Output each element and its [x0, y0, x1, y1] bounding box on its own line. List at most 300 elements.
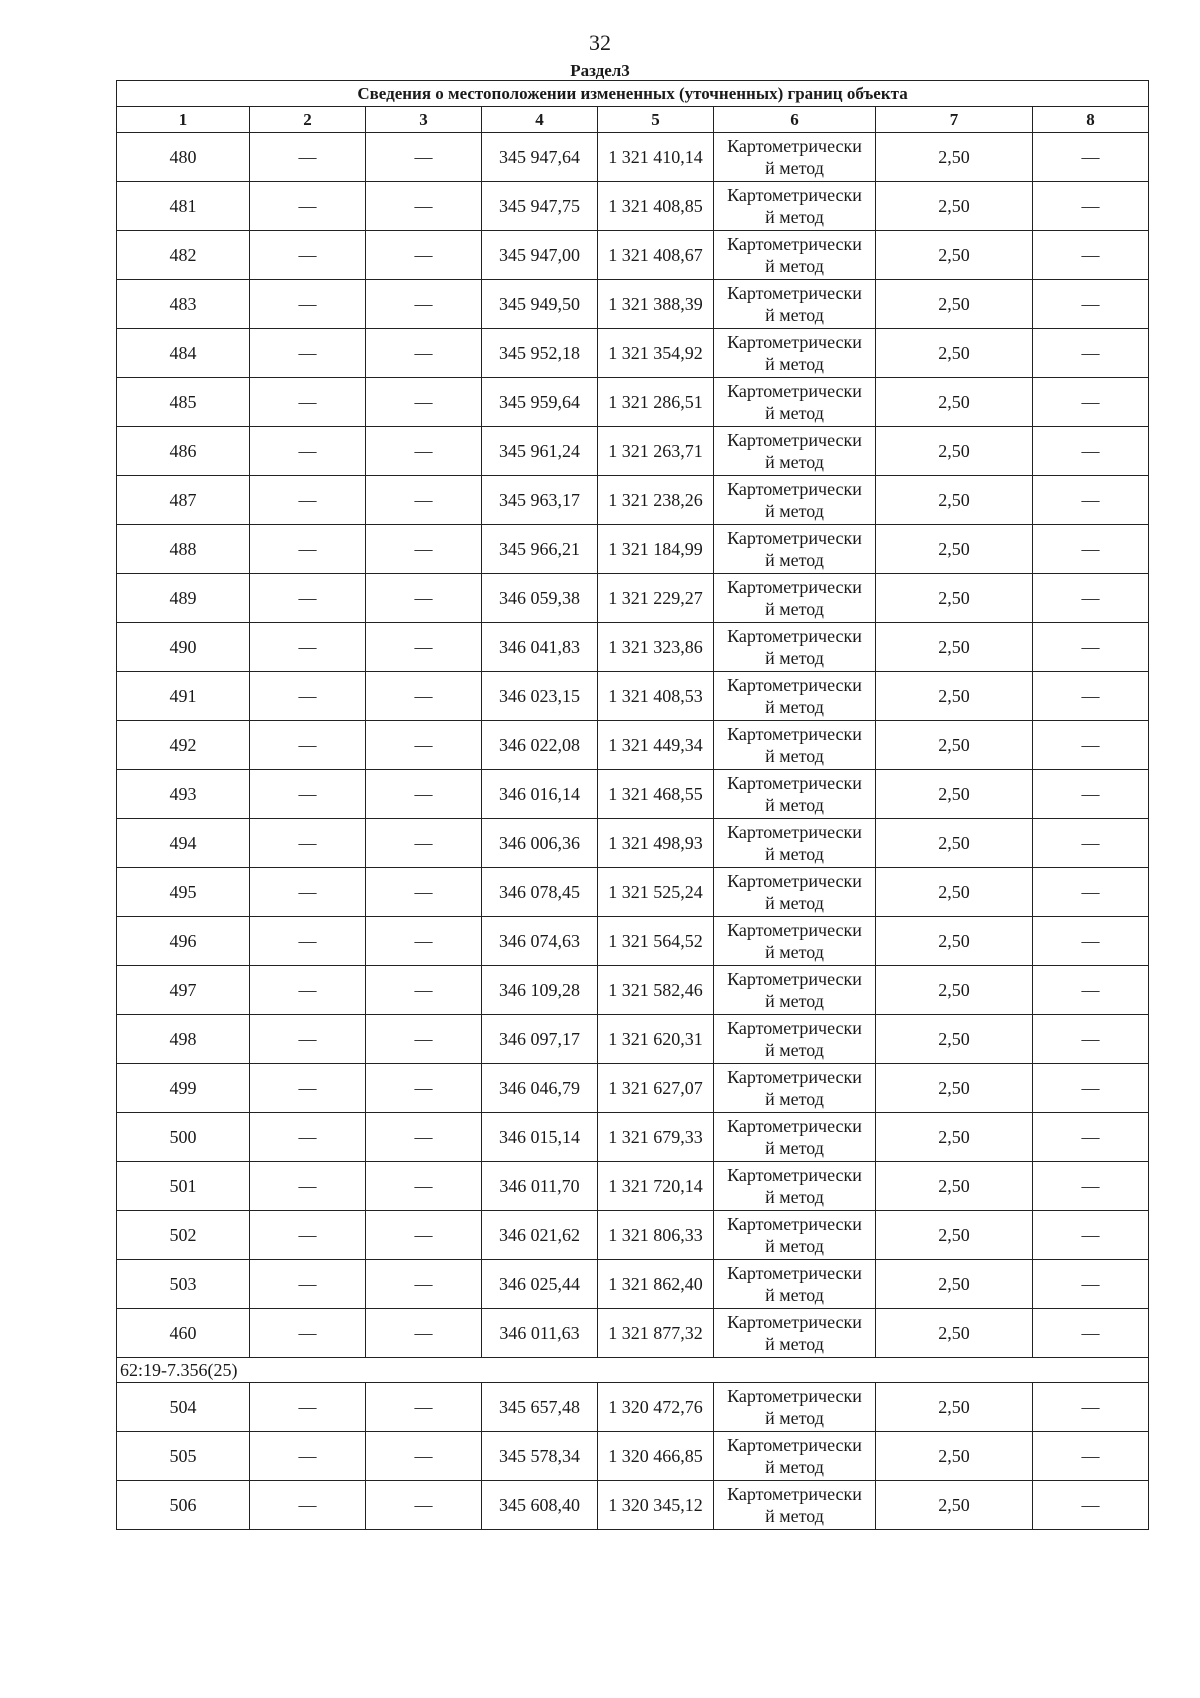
method-cell — [714, 182, 876, 231]
coord-x: 345 947,75 — [482, 182, 598, 231]
method-cell — [714, 868, 876, 917]
coord-x: 346 059,38 — [482, 574, 598, 623]
method-cell — [714, 427, 876, 476]
table-row — [117, 672, 1149, 721]
table-row — [117, 623, 1149, 672]
coord-x: 345 657,48 — [482, 1383, 598, 1432]
dash-cell: — — [250, 182, 366, 231]
method-line: й метод — [765, 599, 824, 619]
precision-value: 2,50 — [876, 1113, 1033, 1162]
dash-cell: — — [250, 476, 366, 525]
method-line: Картометрически — [727, 675, 862, 695]
dash-cell: — — [250, 574, 366, 623]
dash-cell: — — [250, 1211, 366, 1260]
point-number: 492 — [117, 721, 250, 770]
precision-value: 2,50 — [876, 378, 1033, 427]
coord-y: 1 320 345,12 — [598, 1481, 714, 1530]
method-line: Картометрически — [727, 1484, 862, 1504]
table-row — [117, 574, 1149, 623]
dash-cell: — — [1033, 1162, 1149, 1211]
table-row — [117, 868, 1149, 917]
coord-x: 346 078,45 — [482, 868, 598, 917]
dash-cell: — — [1033, 819, 1149, 868]
precision-value: 2,50 — [876, 1383, 1033, 1432]
coord-y: 1 320 466,85 — [598, 1432, 714, 1481]
method-line: Картометрически — [727, 1263, 862, 1283]
method-line: й метод — [765, 844, 824, 864]
table-row — [117, 966, 1149, 1015]
method-cell — [714, 231, 876, 280]
method-cell — [714, 917, 876, 966]
point-number: 498 — [117, 1015, 250, 1064]
method-line: й метод — [765, 305, 824, 325]
coord-y: 1 321 354,92 — [598, 329, 714, 378]
precision-value: 2,50 — [876, 133, 1033, 182]
coord-x: 346 011,63 — [482, 1309, 598, 1358]
table-row — [117, 1162, 1149, 1211]
method-cell — [714, 1481, 876, 1530]
method-line: й метод — [765, 1089, 824, 1109]
column-number-row — [117, 107, 1149, 133]
coord-y: 1 320 472,76 — [598, 1383, 714, 1432]
coord-x: 345 959,64 — [482, 378, 598, 427]
method-line: Картометрически — [727, 871, 862, 891]
column-number: 1 — [117, 107, 250, 133]
dash-cell: — — [1033, 1432, 1149, 1481]
point-number: 485 — [117, 378, 250, 427]
dash-cell: — — [366, 1481, 482, 1530]
method-cell — [714, 1064, 876, 1113]
dash-cell: — — [366, 427, 482, 476]
precision-value: 2,50 — [876, 1481, 1033, 1530]
dash-cell: — — [366, 672, 482, 721]
dash-cell: — — [366, 623, 482, 672]
method-line: й метод — [765, 1334, 824, 1354]
dash-cell: — — [250, 133, 366, 182]
method-line: Картометрически — [727, 528, 862, 548]
dash-cell: — — [1033, 182, 1149, 231]
dash-cell: — — [366, 1113, 482, 1162]
table-row — [117, 917, 1149, 966]
method-line: й метод — [765, 1138, 824, 1158]
method-line: Картометрически — [727, 626, 862, 646]
precision-value: 2,50 — [876, 1432, 1033, 1481]
point-number: 502 — [117, 1211, 250, 1260]
coord-y: 1 321 263,71 — [598, 427, 714, 476]
coord-x: 346 016,14 — [482, 770, 598, 819]
table-row — [117, 1481, 1149, 1530]
dash-cell: — — [1033, 525, 1149, 574]
point-number: 494 — [117, 819, 250, 868]
coord-y: 1 321 582,46 — [598, 966, 714, 1015]
method-line: й метод — [765, 207, 824, 227]
precision-value: 2,50 — [876, 1064, 1033, 1113]
dash-cell: — — [366, 280, 482, 329]
coord-x: 345 963,17 — [482, 476, 598, 525]
coord-x: 345 966,21 — [482, 525, 598, 574]
precision-value: 2,50 — [876, 672, 1033, 721]
coord-y: 1 321 525,24 — [598, 868, 714, 917]
method-line: й метод — [765, 697, 824, 717]
dash-cell: — — [366, 1383, 482, 1432]
dash-cell: — — [366, 525, 482, 574]
point-number: 497 — [117, 966, 250, 1015]
point-number: 460 — [117, 1309, 250, 1358]
dash-cell: — — [250, 917, 366, 966]
coord-x: 346 097,17 — [482, 1015, 598, 1064]
dash-cell: — — [1033, 1211, 1149, 1260]
precision-value: 2,50 — [876, 427, 1033, 476]
method-cell — [714, 280, 876, 329]
precision-value: 2,50 — [876, 623, 1033, 672]
method-cell — [714, 378, 876, 427]
dash-cell: — — [366, 182, 482, 231]
table-row — [117, 1260, 1149, 1309]
method-cell — [714, 1260, 876, 1309]
method-line: Картометрически — [727, 1386, 862, 1406]
coord-y: 1 321 229,27 — [598, 574, 714, 623]
method-cell — [714, 476, 876, 525]
dash-cell: — — [1033, 329, 1149, 378]
method-line: Картометрически — [727, 969, 862, 989]
precision-value: 2,50 — [876, 1015, 1033, 1064]
dash-cell: — — [250, 231, 366, 280]
table-row — [117, 133, 1149, 182]
dash-cell: — — [250, 280, 366, 329]
coord-x: 346 006,36 — [482, 819, 598, 868]
coord-y: 1 321 806,33 — [598, 1211, 714, 1260]
table-caption: Сведения о местоположении измененных (уточненных) границ объекта — [117, 81, 1149, 107]
method-line: й метод — [765, 1457, 824, 1477]
table-row — [117, 280, 1149, 329]
method-line: Картометрически — [727, 1435, 862, 1455]
precision-value: 2,50 — [876, 770, 1033, 819]
dash-cell: — — [250, 1260, 366, 1309]
method-line: й метод — [765, 942, 824, 962]
dash-cell: — — [1033, 378, 1149, 427]
method-line: Картометрически — [727, 430, 862, 450]
coord-y: 1 321 862,40 — [598, 1260, 714, 1309]
dash-cell: — — [250, 378, 366, 427]
dash-cell: — — [250, 1383, 366, 1432]
dash-cell: — — [366, 378, 482, 427]
method-line: й метод — [765, 403, 824, 423]
method-line: й метод — [765, 354, 824, 374]
dash-cell: — — [250, 1015, 366, 1064]
precision-value: 2,50 — [876, 280, 1033, 329]
method-line: Картометрически — [727, 920, 862, 940]
column-number: 6 — [714, 107, 876, 133]
column-number: 7 — [876, 107, 1033, 133]
point-number: 499 — [117, 1064, 250, 1113]
coord-x: 345 578,34 — [482, 1432, 598, 1481]
dash-cell: — — [1033, 1015, 1149, 1064]
coord-y: 1 321 388,39 — [598, 280, 714, 329]
coord-y: 1 321 323,86 — [598, 623, 714, 672]
dash-cell: — — [1033, 623, 1149, 672]
dash-cell: — — [1033, 231, 1149, 280]
section-label: Раздел3 — [570, 61, 630, 80]
coord-y: 1 321 620,31 — [598, 1015, 714, 1064]
dash-cell: — — [1033, 868, 1149, 917]
coord-x: 346 109,28 — [482, 966, 598, 1015]
dash-cell: — — [1033, 672, 1149, 721]
method-line: Картометрически — [727, 1116, 862, 1136]
coord-x: 345 947,00 — [482, 231, 598, 280]
method-line: Картометрически — [727, 136, 862, 156]
subsection-row — [117, 1358, 1149, 1383]
point-number: 488 — [117, 525, 250, 574]
table-body — [117, 133, 1149, 1530]
dash-cell: — — [1033, 476, 1149, 525]
method-line: й метод — [765, 746, 824, 766]
dash-cell: — — [1033, 574, 1149, 623]
method-line: Картометрически — [727, 234, 862, 254]
dash-cell: — — [366, 917, 482, 966]
dash-cell: — — [250, 868, 366, 917]
column-number: 5 — [598, 107, 714, 133]
method-line: Картометрически — [727, 185, 862, 205]
point-number: 504 — [117, 1383, 250, 1432]
method-line: й метод — [765, 158, 824, 178]
method-line: й метод — [765, 1285, 824, 1305]
method-line: й метод — [765, 501, 824, 521]
method-cell — [714, 819, 876, 868]
dash-cell: — — [250, 721, 366, 770]
dash-cell: — — [1033, 721, 1149, 770]
point-number: 503 — [117, 1260, 250, 1309]
method-cell — [714, 1309, 876, 1358]
dash-cell: — — [366, 1260, 482, 1309]
precision-value: 2,50 — [876, 1162, 1033, 1211]
dash-cell: — — [366, 819, 482, 868]
column-number: 4 — [482, 107, 598, 133]
point-number: 506 — [117, 1481, 250, 1530]
table-row — [117, 1015, 1149, 1064]
dash-cell: — — [366, 721, 482, 770]
coord-y: 1 321 408,53 — [598, 672, 714, 721]
point-number: 491 — [117, 672, 250, 721]
method-line: Картометрически — [727, 822, 862, 842]
coord-y: 1 321 720,14 — [598, 1162, 714, 1211]
dash-cell: — — [366, 1064, 482, 1113]
column-number: 2 — [250, 107, 366, 133]
dash-cell: — — [250, 1481, 366, 1530]
method-line: Картометрически — [727, 283, 862, 303]
table-row — [117, 1113, 1149, 1162]
dash-cell: — — [366, 868, 482, 917]
dash-cell: — — [366, 231, 482, 280]
dash-cell: — — [1033, 280, 1149, 329]
method-cell — [714, 966, 876, 1015]
coord-x: 346 022,08 — [482, 721, 598, 770]
precision-value: 2,50 — [876, 574, 1033, 623]
method-cell — [714, 623, 876, 672]
dash-cell: — — [250, 1113, 366, 1162]
dash-cell: — — [250, 1064, 366, 1113]
method-cell — [714, 672, 876, 721]
method-cell — [714, 574, 876, 623]
dash-cell: — — [1033, 1260, 1149, 1309]
dash-cell: — — [250, 770, 366, 819]
dash-cell: — — [366, 966, 482, 1015]
method-cell — [714, 525, 876, 574]
dash-cell: — — [366, 1162, 482, 1211]
precision-value: 2,50 — [876, 1260, 1033, 1309]
dash-cell: — — [250, 623, 366, 672]
precision-value: 2,50 — [876, 868, 1033, 917]
coord-y: 1 321 498,93 — [598, 819, 714, 868]
coord-x: 346 011,70 — [482, 1162, 598, 1211]
dash-cell: — — [250, 525, 366, 574]
dash-cell: — — [1033, 1309, 1149, 1358]
precision-value: 2,50 — [876, 819, 1033, 868]
method-cell — [714, 329, 876, 378]
method-cell — [714, 770, 876, 819]
precision-value: 2,50 — [876, 917, 1033, 966]
dash-cell: — — [250, 1309, 366, 1358]
coord-x: 346 015,14 — [482, 1113, 598, 1162]
dash-cell: — — [366, 1309, 482, 1358]
table-row — [117, 1383, 1149, 1432]
table-row — [117, 721, 1149, 770]
dash-cell: — — [1033, 427, 1149, 476]
dash-cell: — — [1033, 1064, 1149, 1113]
method-line: й метод — [765, 452, 824, 472]
coord-x: 345 961,24 — [482, 427, 598, 476]
dash-cell: — — [366, 770, 482, 819]
dash-cell: — — [1033, 1383, 1149, 1432]
coord-y: 1 321 408,85 — [598, 182, 714, 231]
method-line: Картометрически — [727, 724, 862, 744]
dash-cell: — — [250, 329, 366, 378]
dash-cell: — — [366, 1432, 482, 1481]
point-number: 501 — [117, 1162, 250, 1211]
dash-cell: — — [250, 1432, 366, 1481]
point-number: 486 — [117, 427, 250, 476]
dash-cell: — — [250, 672, 366, 721]
point-number: 496 — [117, 917, 250, 966]
dash-cell: — — [366, 133, 482, 182]
method-line: й метод — [765, 893, 824, 913]
point-number: 480 — [117, 133, 250, 182]
dash-cell: — — [1033, 1113, 1149, 1162]
boundary-table — [116, 80, 1149, 1530]
method-line: й метод — [765, 256, 824, 276]
precision-value: 2,50 — [876, 329, 1033, 378]
method-line: й метод — [765, 795, 824, 815]
method-line: й метод — [765, 1506, 824, 1526]
dash-cell: — — [1033, 966, 1149, 1015]
dash-cell: — — [1033, 770, 1149, 819]
coord-y: 1 321 410,14 — [598, 133, 714, 182]
method-line: Картометрически — [727, 773, 862, 793]
method-line: й метод — [765, 1040, 824, 1060]
method-cell — [714, 1432, 876, 1481]
precision-value: 2,50 — [876, 1211, 1033, 1260]
column-number: 8 — [1033, 107, 1149, 133]
precision-value: 2,50 — [876, 1309, 1033, 1358]
dash-cell: — — [366, 329, 482, 378]
point-number: 490 — [117, 623, 250, 672]
point-number: 487 — [117, 476, 250, 525]
method-line: Картометрически — [727, 1067, 862, 1087]
method-line: Картометрически — [727, 381, 862, 401]
precision-value: 2,50 — [876, 525, 1033, 574]
dash-cell: — — [366, 574, 482, 623]
point-number: 489 — [117, 574, 250, 623]
coord-y: 1 321 468,55 — [598, 770, 714, 819]
page-number: 32 — [589, 30, 611, 55]
table-row — [117, 231, 1149, 280]
point-number: 482 — [117, 231, 250, 280]
table-row — [117, 1064, 1149, 1113]
point-number: 481 — [117, 182, 250, 231]
method-cell — [714, 133, 876, 182]
method-line: Картометрически — [727, 1312, 862, 1332]
coord-y: 1 321 627,07 — [598, 1064, 714, 1113]
method-line: Картометрически — [727, 1165, 862, 1185]
coord-x: 346 023,15 — [482, 672, 598, 721]
coord-x: 346 074,63 — [482, 917, 598, 966]
point-number: 505 — [117, 1432, 250, 1481]
dash-cell: — — [1033, 133, 1149, 182]
method-cell — [714, 721, 876, 770]
coord-x: 346 021,62 — [482, 1211, 598, 1260]
coord-y: 1 321 286,51 — [598, 378, 714, 427]
table-row — [117, 1211, 1149, 1260]
method-line: й метод — [765, 550, 824, 570]
method-line: Картометрически — [727, 1214, 862, 1234]
dash-cell: — — [1033, 917, 1149, 966]
coord-y: 1 321 564,52 — [598, 917, 714, 966]
column-number: 3 — [366, 107, 482, 133]
dash-cell: — — [250, 1162, 366, 1211]
dash-cell: — — [1033, 1481, 1149, 1530]
method-cell — [714, 1211, 876, 1260]
point-number: 500 — [117, 1113, 250, 1162]
method-line: й метод — [765, 1187, 824, 1207]
table-row — [117, 1309, 1149, 1358]
coord-x: 346 025,44 — [482, 1260, 598, 1309]
method-line: й метод — [765, 648, 824, 668]
precision-value: 2,50 — [876, 476, 1033, 525]
point-number: 493 — [117, 770, 250, 819]
method-cell — [714, 1015, 876, 1064]
table-row — [117, 378, 1149, 427]
point-number: 484 — [117, 329, 250, 378]
dash-cell: — — [250, 819, 366, 868]
coord-y: 1 321 408,67 — [598, 231, 714, 280]
method-line: Картометрически — [727, 479, 862, 499]
coord-x: 345 608,40 — [482, 1481, 598, 1530]
dash-cell: — — [366, 476, 482, 525]
method-cell — [714, 1162, 876, 1211]
table-row — [117, 427, 1149, 476]
table-row — [117, 329, 1149, 378]
method-cell — [714, 1383, 876, 1432]
point-number: 483 — [117, 280, 250, 329]
coord-x: 345 949,50 — [482, 280, 598, 329]
point-number: 495 — [117, 868, 250, 917]
method-line: Картометрически — [727, 577, 862, 597]
coord-y: 1 321 449,34 — [598, 721, 714, 770]
precision-value: 2,50 — [876, 231, 1033, 280]
table-row — [117, 770, 1149, 819]
subsection-label: 62:19-7.356(25) — [117, 1358, 1149, 1383]
coord-x: 345 947,64 — [482, 133, 598, 182]
precision-value: 2,50 — [876, 721, 1033, 770]
